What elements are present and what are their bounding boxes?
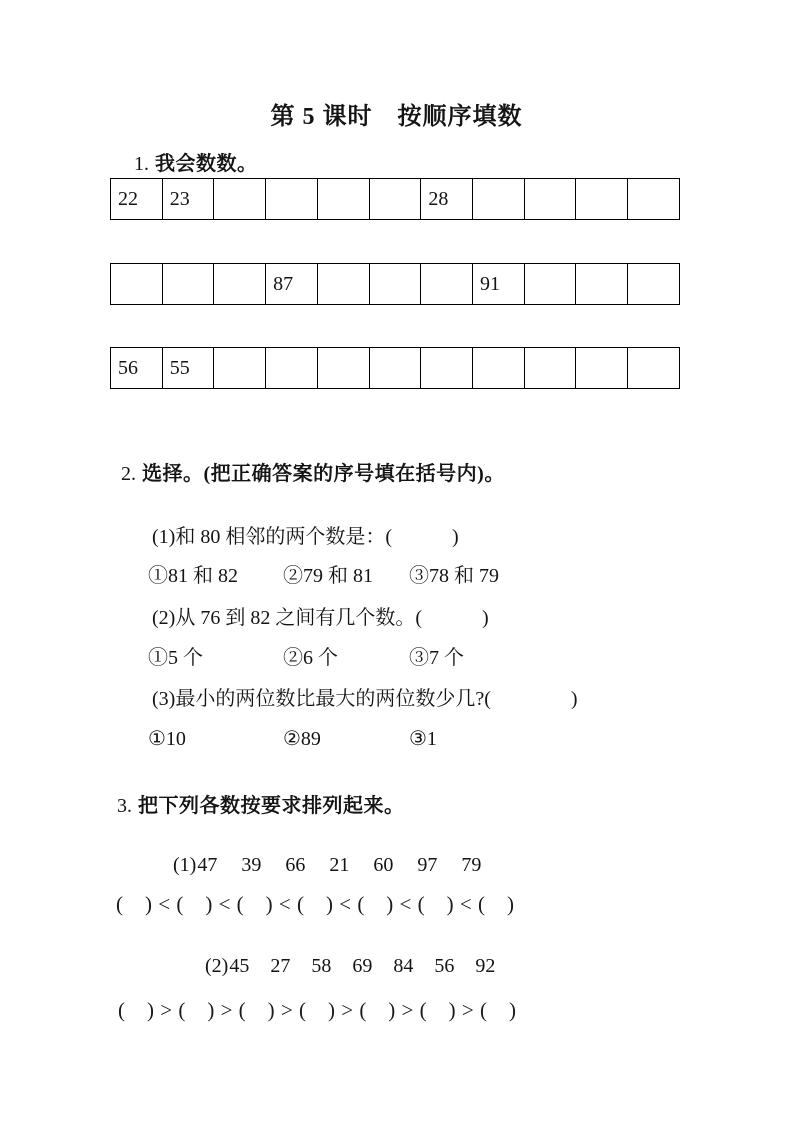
option-3: ③7 个: [409, 647, 464, 669]
count-cell-blank: [576, 264, 628, 305]
question-3-prompt: (3)最小的两位数比最大的两位数少几?( ): [152, 688, 578, 710]
count-cell-blank: [111, 264, 163, 305]
number-item: 39: [241, 854, 262, 876]
number-item: 58: [311, 955, 332, 977]
option-3: ③78 和 79: [409, 565, 499, 587]
count-cell-blank: [421, 348, 473, 389]
number-item: 60: [373, 854, 394, 876]
table-row: [111, 179, 680, 220]
number-item: 47: [197, 854, 218, 876]
section-1-number: 1.: [134, 153, 149, 175]
count-cell-blank: [369, 264, 421, 305]
count-cell-blank: [628, 264, 680, 305]
question-1-prompt: (1)和 80 相邻的两个数是：( ): [152, 526, 459, 548]
ordering-part-2-numbers: [185, 932, 516, 1001]
section-1-title: 我会数数。: [155, 153, 258, 175]
section-2-title: 选择。(把正确答案的序号填在括号内)。: [142, 463, 505, 485]
section-3-number: 3.: [117, 795, 132, 817]
count-cell-blank: [162, 264, 214, 305]
number-item: 97: [417, 854, 438, 876]
option-1: ①81 和 82: [148, 565, 238, 587]
section-3-title: 把下列各数按要求排列起来。: [138, 795, 405, 817]
counting-table-2: [110, 263, 680, 305]
count-cell: 56: [111, 348, 163, 389]
option-1: ①5 个: [148, 647, 203, 669]
count-cell-blank: [421, 264, 473, 305]
count-cell: 28: [421, 179, 473, 220]
ordering-part-1-blanks: ( ) < ( ) < ( ) < ( ) < ( ) < ( ) < ( ): [116, 892, 515, 916]
number-item: 45: [229, 955, 250, 977]
number-item: 84: [393, 955, 414, 977]
count-cell-blank: [266, 348, 318, 389]
count-cell-blank: [214, 179, 266, 220]
page-title: 第 5 课时 按顺序填数: [270, 104, 523, 130]
count-cell: 91: [473, 264, 525, 305]
count-cell-blank: [317, 348, 369, 389]
number-item: 69: [352, 955, 373, 977]
count-cell-blank: [214, 348, 266, 389]
count-cell-blank: [576, 348, 628, 389]
counting-table-1: [110, 178, 680, 220]
count-cell-blank: [317, 264, 369, 305]
section-1-heading: [134, 147, 258, 176]
count-cell-blank: [317, 179, 369, 220]
count-cell: 55: [162, 348, 214, 389]
option-1: ①10: [148, 728, 186, 750]
count-cell-blank: [576, 179, 628, 220]
option-2: ②6 个: [283, 647, 338, 669]
table-row: [111, 348, 680, 389]
count-cell-blank: [524, 179, 576, 220]
question-1-options: [0, 559, 793, 587]
section-3-heading: [117, 789, 405, 818]
count-cell-blank: [524, 264, 576, 305]
option-3: ③1: [409, 728, 437, 750]
count-cell-blank: [214, 264, 266, 305]
question-2-prompt: (2)从 76 到 82 之间有几个数。( ): [152, 607, 489, 629]
number-item: 21: [329, 854, 350, 876]
count-cell-blank: [369, 348, 421, 389]
question-2-options: [0, 641, 793, 669]
count-cell: 22: [111, 179, 163, 220]
count-cell: 23: [162, 179, 214, 220]
count-cell: 87: [266, 264, 318, 305]
count-cell-blank: [628, 348, 680, 389]
question-3-options: [0, 726, 793, 754]
section-2-heading: [121, 457, 505, 486]
number-item: 92: [475, 955, 496, 977]
number-item: 56: [434, 955, 455, 977]
counting-table-3: [110, 347, 680, 389]
number-item: 66: [285, 854, 306, 876]
ordering-part-2-blanks: ( ) > ( ) > ( ) > ( ) > ( ) > ( ) > ( ): [118, 998, 517, 1022]
section-2-number: 2.: [121, 463, 136, 485]
count-cell-blank: [473, 179, 525, 220]
count-cell-blank: [628, 179, 680, 220]
part-label: (2): [205, 955, 229, 977]
count-cell-blank: [524, 348, 576, 389]
number-item: 79: [461, 854, 482, 876]
part-label: (1): [173, 854, 197, 876]
count-cell-blank: [266, 179, 318, 220]
number-item: 27: [270, 955, 291, 977]
table-row: [111, 264, 680, 305]
option-2: ②89: [283, 728, 321, 750]
count-cell-blank: [473, 348, 525, 389]
option-2: ②79 和 81: [283, 565, 373, 587]
count-cell-blank: [369, 179, 421, 220]
